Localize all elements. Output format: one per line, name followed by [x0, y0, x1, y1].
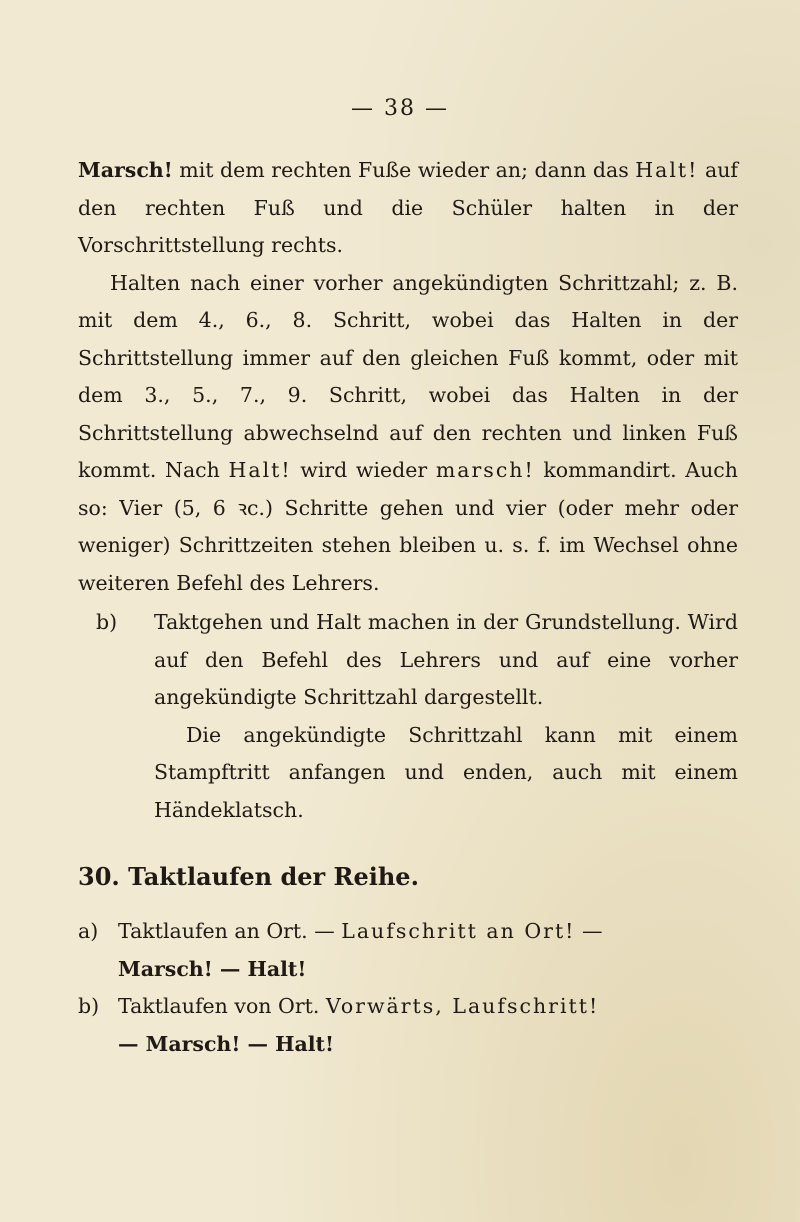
section-number: 30. — [78, 862, 120, 891]
paragraph-marsch-text-1: mit dem rechten Fuße wieder an; dann das — [172, 158, 636, 182]
paragraph-halten-mid: wird wieder — [291, 458, 436, 482]
sub-item-body — [118, 913, 738, 988]
paragraph-halten-end: kommandirt. Auch so: Vier (5, 6 ꝛc.) Schritte gehen und vier (oder mehr oder weniger) Schrittzeiten stehen bleiben u. s. f. im Wechsel ohne weiteren Befehl des Lehrers. — [78, 458, 738, 595]
sub-item-body — [118, 988, 738, 1063]
sub-item-marker: b) — [78, 994, 100, 1018]
command-marsch: Marsch! — [78, 158, 173, 182]
sub-item-command: Laufschritt an Ort! — [341, 919, 576, 943]
paragraph-halten — [78, 265, 738, 603]
command-halt: Halt! — [635, 158, 699, 182]
sub-item-text: Taktlaufen an Ort. — — [118, 919, 342, 943]
item-b-marker-label: b) — [96, 610, 118, 634]
paragraph-halten-text: Halten nach einer vorher angekündigten Schrittzahl; z. B. mit dem 4., 6., 8. Schritt, wobei das Halten in der Schrittstellung immer auf den gleichen Fuß kommt, oder mit dem 3., 5., 7., 9. Schritt, wobei das Halten in der Schrittstellung abwechselnd auf den rechten und linken Fuß kommt. Nach — [78, 270, 738, 482]
item-b-text-1: Taktgehen und Halt machen in der Grundstellung. Wird auf den Befehl des Lehrers und auf eine vorher angekündigte Schrittzahl dargestellt. — [154, 610, 738, 709]
command-marsch-2: marsch! — [435, 458, 535, 482]
sub-list — [78, 913, 738, 1063]
list-item-b — [78, 604, 738, 829]
sub-item-text: Taktlaufen von Ort. — [118, 994, 326, 1018]
item-b-body — [154, 604, 738, 829]
sub-item-bold-command: Marsch! — Halt! — [118, 956, 307, 981]
section-title: Taktlaufen der Reihe. — [128, 862, 419, 891]
item-b-marker — [78, 604, 154, 829]
page-body — [78, 152, 738, 1063]
item-b-text-2: Die angekündigte Schrittzahl kann mit einem Stampftritt anfangen und enden, auch mit einem Händeklatsch. — [154, 722, 738, 822]
list-item — [78, 913, 738, 988]
page-number: — 38 — — [351, 96, 449, 121]
sub-item-command: Vorwärts, Laufschritt! — [325, 994, 600, 1018]
list-item — [78, 988, 738, 1063]
paragraph-marsch-text-2: auf den rechten Fuß und die Schüler halten in der Vorschrittstellung rechts. — [78, 158, 738, 257]
command-halt-2: Halt! — [228, 458, 292, 482]
sub-item-tail: — — [575, 919, 603, 943]
sub-item-bold-command: — Marsch! — Halt! — [118, 1031, 335, 1056]
section-heading — [78, 855, 738, 899]
sub-item-marker: a) — [78, 919, 99, 943]
paragraph-marsch — [78, 152, 738, 265]
